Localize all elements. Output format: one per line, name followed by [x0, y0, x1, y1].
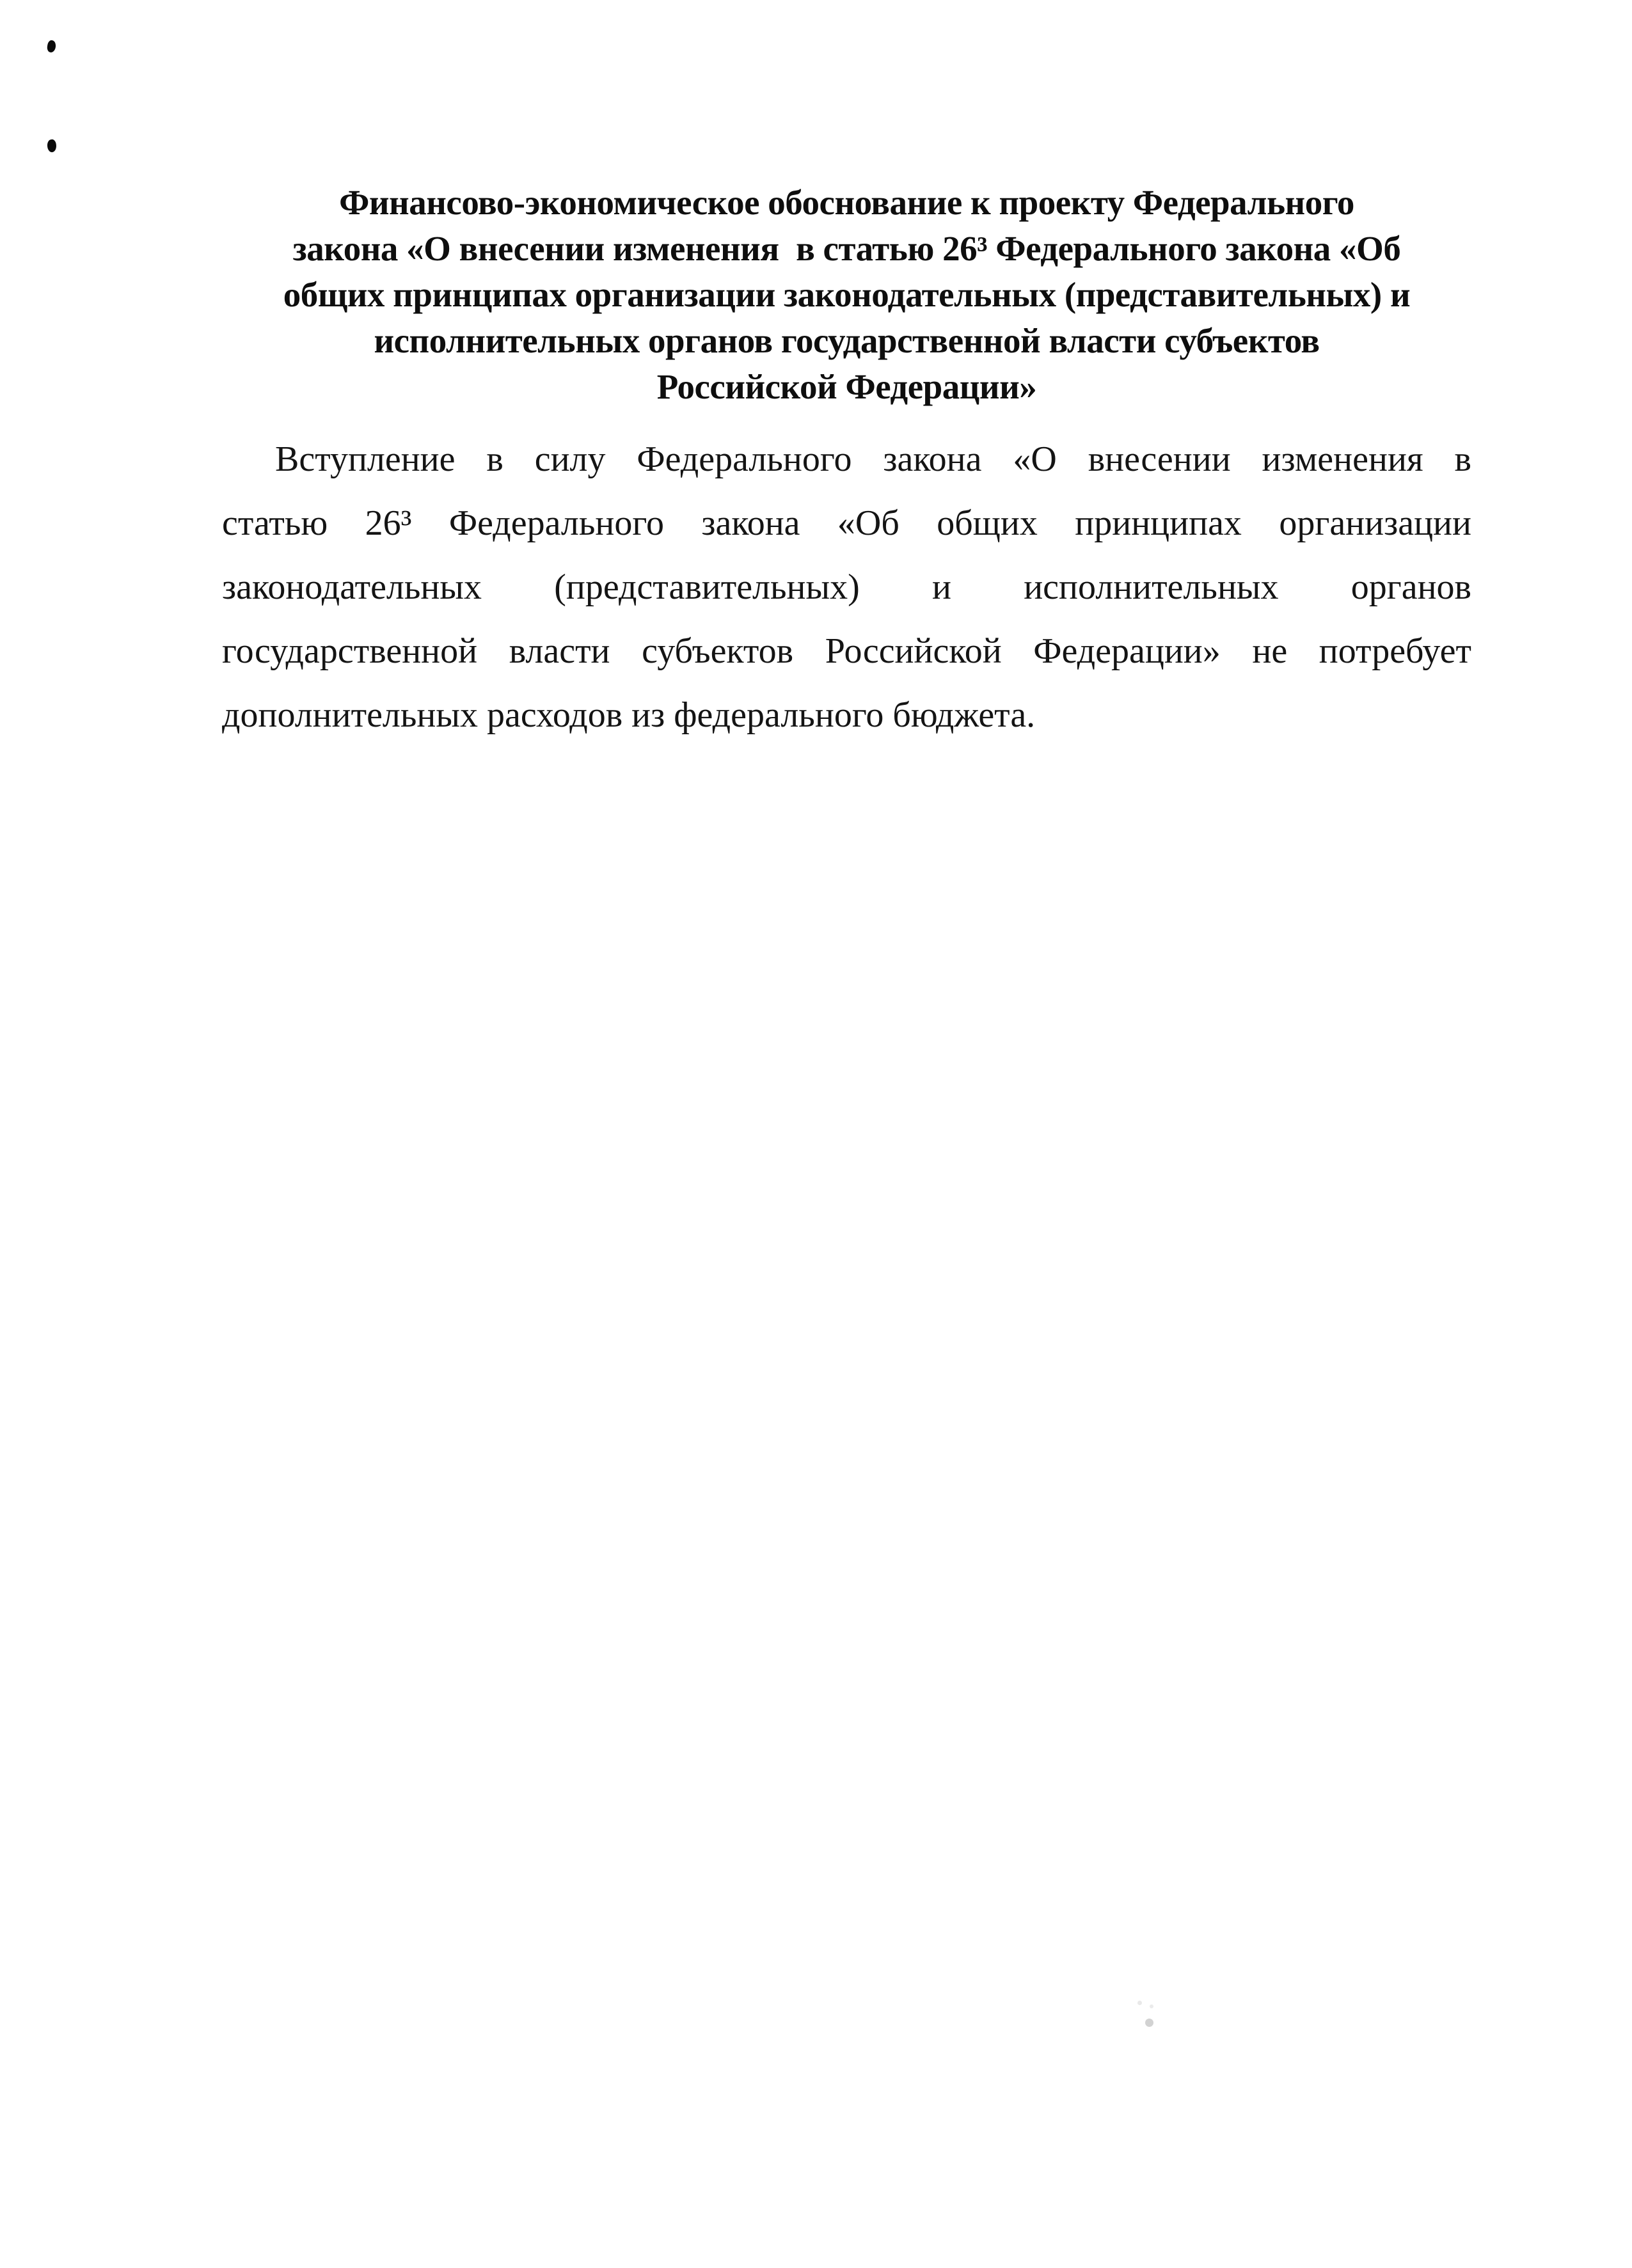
paragraph-line-5: дополнительных расходов из федерального бюджета.	[222, 695, 1036, 735]
title-line-4: исполнительных органов государственной власти субъектов	[374, 321, 1320, 360]
title-line-2: закона «О внесении изменения в статью 26³ Федерального закона «Об	[292, 229, 1401, 268]
paragraph-line-1: Вступление в силу Федерального закона «О внесении изменения в	[275, 439, 1471, 479]
paragraph-line-3: законодательных (представительных) и исполнительных органов	[222, 567, 1471, 607]
scan-speck-faint	[1145, 2019, 1153, 2027]
title-line-5: Российской Федерации»	[656, 367, 1037, 406]
scan-speck-top-1	[47, 40, 57, 53]
paragraph-line-2: статью 26³ Федерального закона «Об общих принципах организации	[222, 503, 1471, 543]
document-title	[222, 180, 1471, 410]
title-line-1: Финансово-экономическое обоснование к проекту Федерального	[339, 183, 1354, 222]
scan-speck-top-2	[47, 139, 57, 153]
paragraph-line-4: государственной власти субъектов Российской Федерации» не потребует	[222, 631, 1471, 671]
scan-speck-faint-small	[1137, 2001, 1142, 2005]
body-paragraph	[222, 427, 1471, 747]
title-line-3: общих принципах организации законодательных (представительных) и	[283, 275, 1411, 314]
scan-speck-faint-small-2	[1150, 2004, 1153, 2008]
